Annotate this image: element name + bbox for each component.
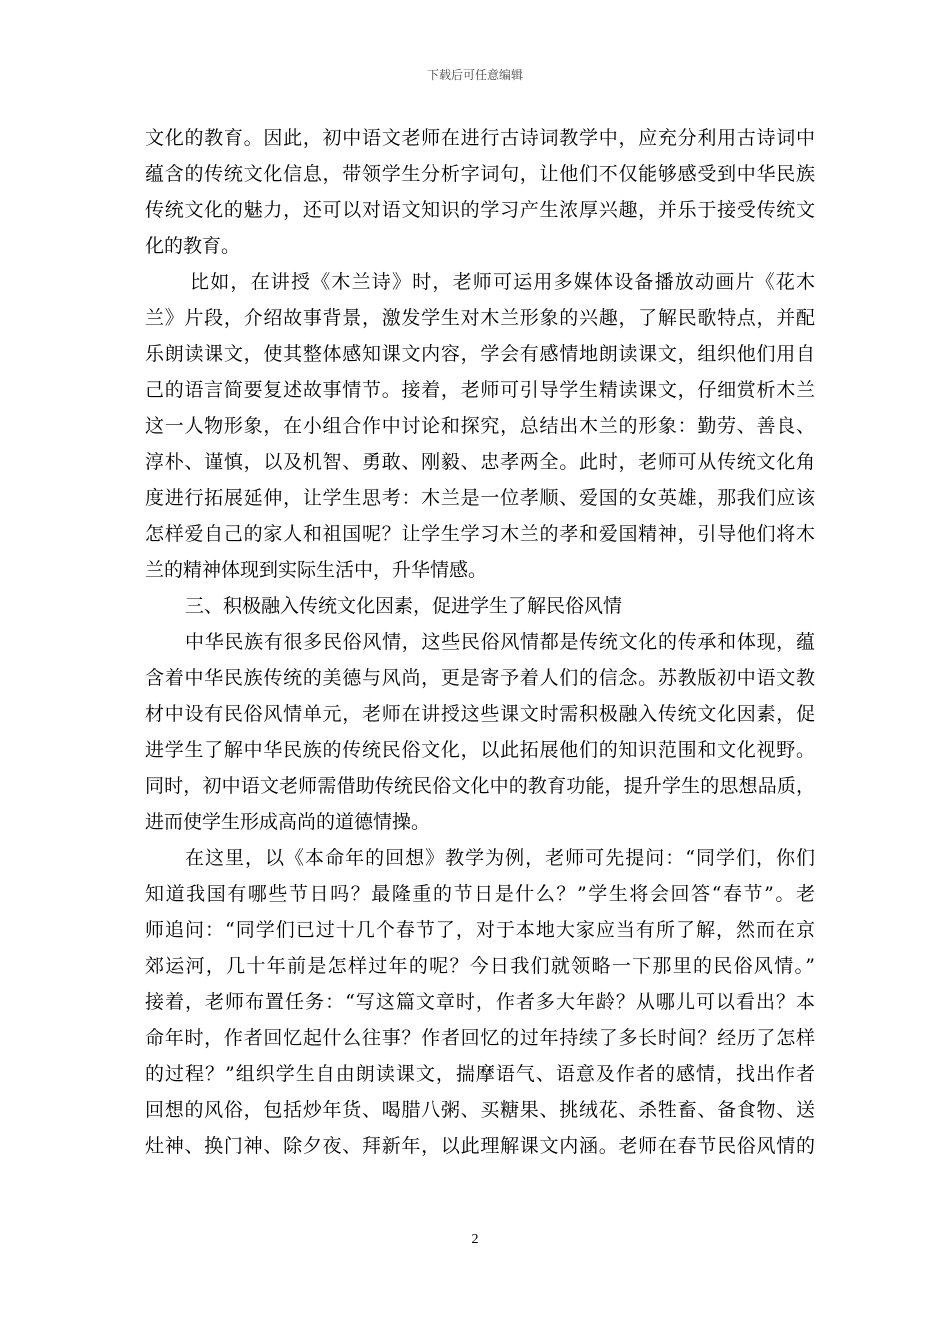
text-line: 文化的教育。因此，初中语文老师在进行古诗词教学中，应充分利用古诗词中 [145, 127, 815, 149]
text-line: 知道我国有哪些节日吗？最隆重的节日是什么？”学生将会回答“春节”。老 [145, 883, 815, 905]
text-line: 在这里，以《本命年的回想》教学为例，老师可先提问：“同学们，你们 [185, 847, 815, 869]
text-line: 己的语言简要复述故事情节。接着，老师可引导学生精读课文，仔细赏析木兰 [145, 379, 815, 401]
text-line: 比如，在讲授《木兰诗》时，老师可运用多媒体设备播放动画片《花木 [190, 271, 815, 293]
page-header: 下载后可任意编辑 [426, 68, 523, 82]
text-line: 进学生了解中华民族的传统民俗文化，以此拓展他们的知识范围和文化视野。 [145, 739, 815, 761]
text-line: 乐朗读课文，使其整体感知课文内容，学会有感情地朗读课文，组织他们用自 [145, 343, 815, 365]
text-line: 郊运河，几十年前是怎样过年的呢？今日我们就领略一下那里的民俗风情。” [145, 955, 815, 977]
text-line: 回想的风俗，包括炒年货、喝腊八粥、买糖果、挑绒花、杀牲畜、备食物、送 [145, 1099, 815, 1121]
text-line: 中华民族有很多民俗风情，这些民俗风情都是传统文化的传承和体现，蕴 [185, 631, 815, 653]
text-line: 怎样爱自己的家人和祖国呢？让学生学习木兰的孝和爱国精神，引导他们将木 [145, 523, 815, 545]
text-line: 蕴含的传统文化信息，带领学生分析字词句，让他们不仅能够感受到中华民族 [145, 163, 815, 185]
page-number: 2 [471, 1232, 479, 1247]
text-line: 接着，老师布置任务：“写这篇文章时，作者多大年龄？从哪儿可以看出？本 [145, 991, 815, 1013]
text-line: 师追问：“同学们已过十几个春节了，对于本地大家应当有所了解，然而在京 [145, 919, 815, 941]
text-line: 这一人物形象，在小组合作中讨论和探究，总结出木兰的形象：勤劳、善良、 [145, 415, 815, 437]
text-line: 度进行拓展延伸，让学生思考：木兰是一位孝顺、爱国的女英雄，那我们应该 [145, 487, 815, 509]
text-line: 含着中华民族传统的美德与风尚，更是寄予着人们的信念。苏教版初中语文教 [145, 667, 815, 689]
text-line: 灶神、换门神、除夕夜、拜新年，以此理解课文内涵。老师在春节民俗风情的 [145, 1135, 815, 1157]
text-line: 材中设有民俗风情单元，老师在讲授这些课文时需积极融入传统文化因素，促 [145, 703, 815, 725]
text-line: 进而使学生形成高尚的道德情操。 [145, 811, 431, 833]
text-line: 兰》片段，介绍故事背景，激发学生对木兰形象的兴趣，了解民歌特点，并配 [145, 307, 815, 329]
text-line: 同时，初中语文老师需借助传统民俗文化中的教育功能，提升学生的思想品质， [145, 775, 815, 797]
text-line: 化的教育。 [145, 235, 241, 257]
document-body [145, 120, 815, 1164]
text-line: 命年时，作者回忆起什么往事？作者回忆的过年持续了多长时间？经历了怎样 [145, 1027, 815, 1049]
text-line: 淳朴、谨慎，以及机智、勇敢、刚毅、忠孝两全。此时，老师可从传统文化角 [145, 451, 815, 473]
text-line: 传统文化的魅力，还可以对语文知识的学习产生浓厚兴趣，并乐于接受传统文 [145, 199, 815, 221]
text-line: 兰的精神体现到实际生活中，升华情感。 [145, 559, 488, 581]
section-heading: 三、积极融入传统文化因素，促进学生了解民俗风情 [185, 595, 623, 617]
text-line: 的过程？”组织学生自由朗读课文，揣摩语气、语意及作者的感情，找出作者 [145, 1063, 815, 1085]
